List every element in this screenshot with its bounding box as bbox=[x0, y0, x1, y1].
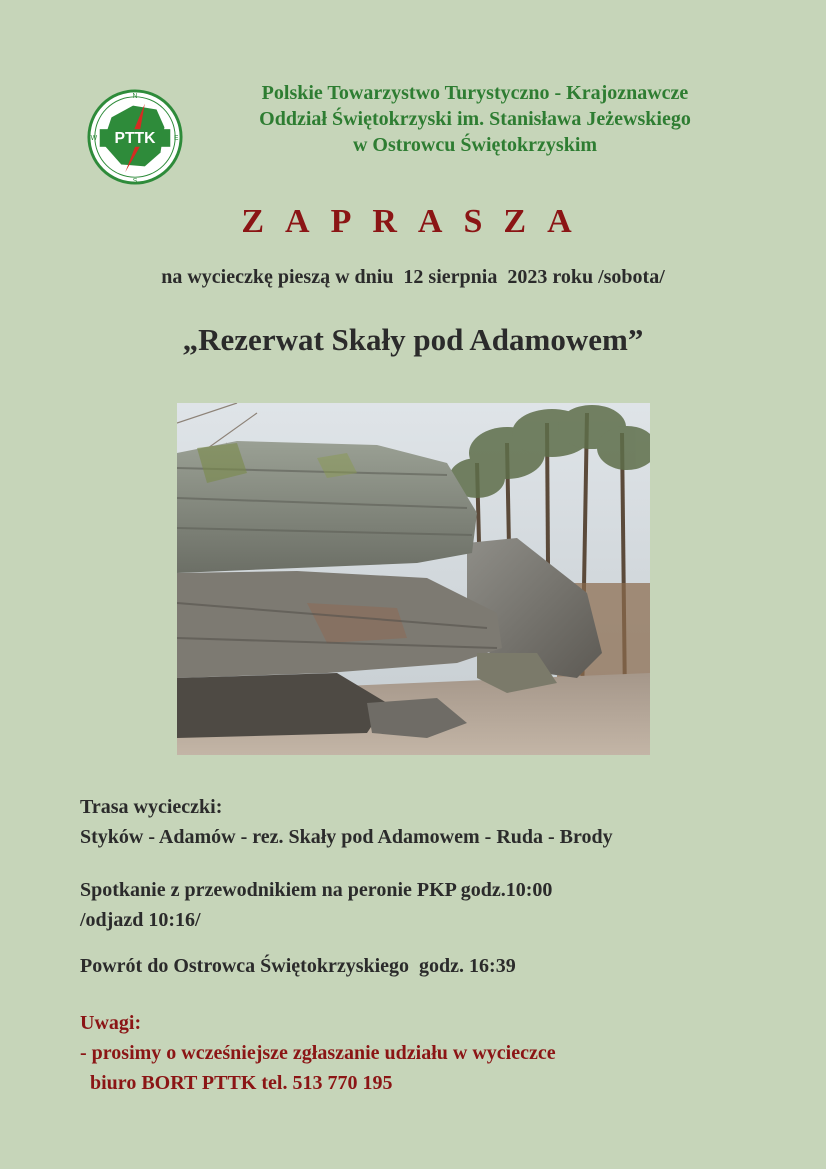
meeting-line: Spotkanie z przewodnikiem na peronie PKP godz.10:00 bbox=[80, 879, 553, 901]
logo-compass-n: N bbox=[132, 92, 138, 100]
notes-contact: biuro BORT PTTK tel. 513 770 195 bbox=[80, 1072, 393, 1094]
date-line: na wycieczkę pieszą w dniu 12 sierpnia 2023 roku /sobota/ bbox=[161, 266, 665, 288]
meeting-section bbox=[80, 875, 552, 935]
route-heading: Trasa wycieczki: bbox=[80, 796, 223, 818]
rock-photo bbox=[177, 403, 650, 755]
logo-compass-w: W bbox=[90, 134, 98, 142]
org-line: Polskie Towarzystwo Turystyczno - Krajoznawcze bbox=[261, 82, 689, 104]
logo-compass-s: S bbox=[132, 178, 138, 186]
org-line: w Ostrowcu Świętokrzyskim bbox=[352, 134, 598, 156]
return-section bbox=[80, 951, 516, 981]
departure-line: /odjazd 10:16/ bbox=[80, 909, 201, 931]
return-line: Powrót do Ostrowca Świętokrzyskiego godz. 16:39 bbox=[80, 955, 516, 977]
organization-header bbox=[210, 80, 740, 158]
logo-compass-e: E bbox=[173, 134, 179, 142]
notes-section bbox=[80, 1008, 556, 1098]
route-section bbox=[80, 792, 613, 852]
pttk-logo bbox=[86, 88, 184, 186]
invite-heading: ZAPRASZA bbox=[241, 203, 593, 240]
notes-heading: Uwagi: bbox=[80, 1012, 142, 1034]
route-text: Styków - Adamów - rez. Skały pod Adamowem - Ruda - Brody bbox=[80, 826, 613, 848]
logo-text: PTTK bbox=[114, 129, 156, 147]
notes-line: - prosimy o wcześniejsze zgłaszanie udziału w wycieczce bbox=[80, 1042, 556, 1064]
org-line: Oddział Świętokrzyski im. Stanisława Jeżewskiego bbox=[259, 108, 691, 130]
trip-title: „Rezerwat Skały pod Adamowem” bbox=[182, 322, 644, 357]
